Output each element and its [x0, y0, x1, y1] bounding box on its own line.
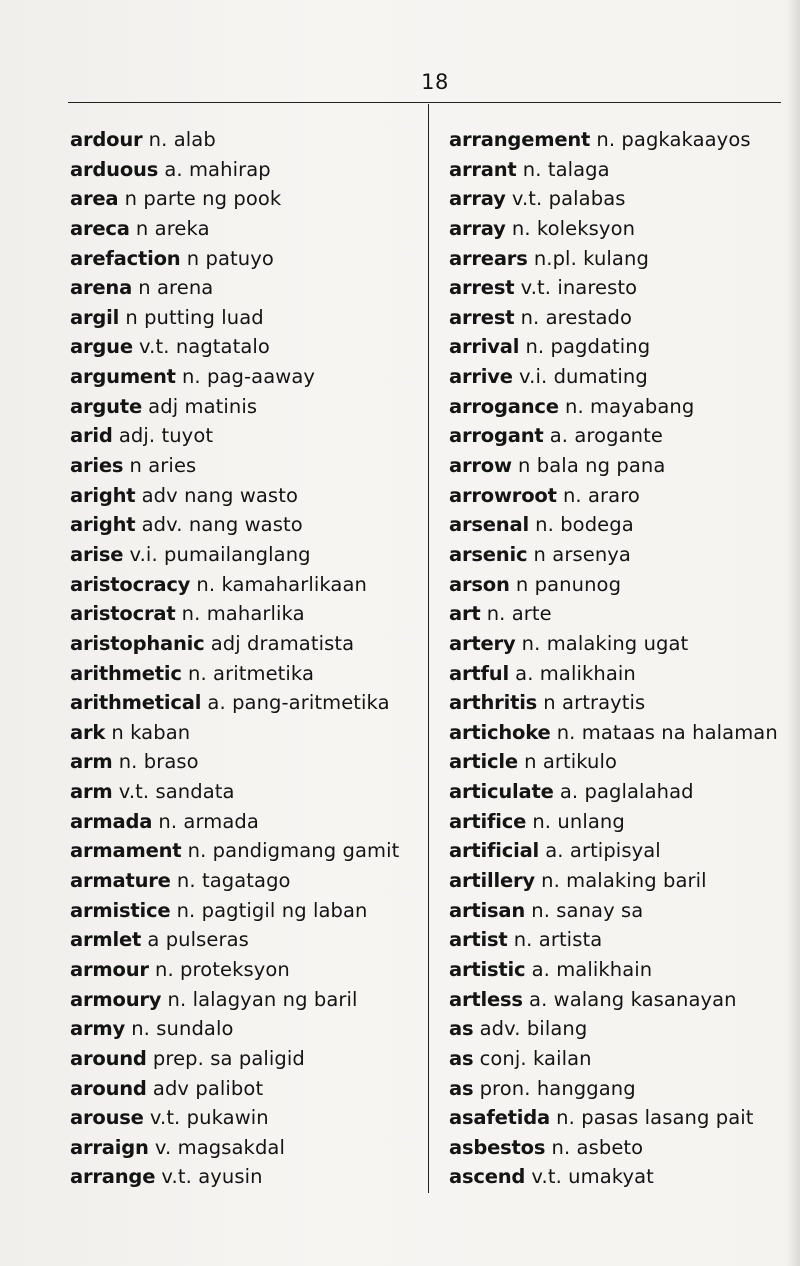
dictionary-entry: [70, 273, 422, 303]
entry-definition: n. proteksyon: [155, 957, 290, 981]
entry-headword: ark: [70, 720, 106, 744]
dictionary-entry: [70, 392, 422, 422]
entry-definition: a. malikhain: [531, 957, 653, 981]
entry-headword: arithmetic: [70, 661, 182, 685]
dictionary-entry: [70, 332, 422, 362]
entry-headword: article: [449, 750, 518, 774]
dictionary-entry: [449, 184, 794, 214]
dictionary-entry: [70, 1044, 422, 1074]
entry-headword: armature: [70, 869, 171, 893]
entry-headword: art: [449, 602, 481, 626]
entry-headword: aries: [70, 454, 124, 478]
dictionary-entry: [449, 599, 794, 629]
entry-definition: n. mayabang: [564, 394, 695, 418]
entry-definition: v.t. sandata: [118, 780, 235, 804]
dictionary-entry: [70, 836, 422, 866]
dictionary-entry: [449, 303, 794, 333]
entry-definition: n. maharlika: [181, 602, 305, 626]
entry-definition: v.t. inaresto: [520, 276, 638, 300]
dictionary-entry: [70, 777, 422, 807]
entry-headword: arthritis: [449, 691, 538, 715]
entry-definition: adv palibot: [152, 1076, 264, 1100]
entry-headword: artistic: [449, 957, 526, 981]
dictionary-entry: [449, 688, 794, 718]
entry-definition: n patuyo: [186, 246, 274, 270]
dictionary-entry: [70, 155, 422, 185]
entry-definition: n kaban: [111, 720, 191, 744]
entry-headword: arrangement: [449, 128, 591, 151]
entry-definition: n. lalagyan ng baril: [167, 987, 358, 1011]
left-column: [70, 125, 422, 1192]
dictionary-entry: [70, 451, 422, 481]
dictionary-entry: [449, 421, 794, 451]
dictionary-entry: [70, 570, 422, 600]
entry-headword: armament: [70, 839, 182, 863]
entry-headword: arsenal: [449, 513, 529, 537]
dictionary-entry: [70, 421, 422, 451]
dictionary-entry: [70, 925, 422, 955]
entry-definition: v.t. umakyat: [531, 1165, 654, 1189]
entry-definition: a. arogante: [549, 424, 663, 448]
entry-definition: adj. tuyot: [118, 424, 214, 448]
entry-headword: argute: [70, 394, 142, 418]
dictionary-entry: [70, 866, 422, 896]
dictionary-entry: [70, 540, 422, 570]
entry-definition: v.i. dumating: [519, 365, 648, 389]
entry-definition: n putting luad: [125, 305, 264, 329]
entry-headword: arouse: [70, 1106, 144, 1130]
entry-definition: n. malaking ugat: [521, 631, 689, 655]
dictionary-entry: [449, 836, 794, 866]
entry-headword: arrive: [449, 365, 513, 389]
dictionary-entry: [449, 1044, 794, 1074]
entry-headword: arrears: [449, 246, 528, 270]
entry-headword: arrow: [449, 454, 512, 478]
entry-definition: a. malikhain: [515, 661, 636, 685]
entry-headword: armour: [70, 957, 149, 981]
entry-headword: armada: [70, 809, 153, 833]
dictionary-entry: [449, 362, 794, 392]
entry-definition: n. pagtigil ng laban: [176, 898, 368, 922]
dictionary-entry: [70, 184, 422, 214]
entry-definition: n. pandigmang gamit: [187, 839, 400, 863]
entry-definition: v. magsakdal: [154, 1135, 285, 1159]
entry-headword: argue: [70, 335, 133, 359]
entry-definition: n. tagatago: [176, 869, 291, 893]
dictionary-entry: [70, 718, 422, 748]
dictionary-entry: [449, 481, 794, 511]
dictionary-entry: [449, 1014, 794, 1044]
entry-definition: n. artista: [513, 928, 603, 952]
entry-definition: a. walang kasanayan: [529, 987, 737, 1011]
entry-headword: array: [449, 216, 506, 240]
entry-headword: argument: [70, 365, 176, 389]
entry-definition: conj. kailan: [479, 1046, 592, 1070]
dictionary-entry: [449, 1103, 794, 1133]
entry-headword: artisan: [449, 898, 526, 922]
entry-definition: n. asbeto: [551, 1135, 644, 1159]
entry-definition: n. bodega: [535, 513, 634, 537]
entry-headword: arid: [70, 424, 113, 448]
entry-definition: a. mahirap: [164, 157, 271, 181]
entry-definition: n. pasas lasang pait: [556, 1106, 754, 1130]
entry-headword: arrowroot: [449, 483, 557, 507]
entry-definition: n arena: [138, 276, 214, 300]
entry-headword: armoury: [70, 987, 162, 1011]
entry-definition: a. paglalahad: [559, 780, 694, 804]
entry-headword: articulate: [449, 780, 554, 804]
dictionary-entry: [449, 718, 794, 748]
dictionary-entry: [70, 688, 422, 718]
entry-headword: arefaction: [70, 246, 181, 270]
entry-headword: argil: [70, 305, 120, 329]
entry-definition: n parte ng pook: [124, 187, 282, 211]
entry-headword: artichoke: [449, 720, 551, 744]
dictionary-entry: [449, 451, 794, 481]
dictionary-entry: [449, 510, 794, 540]
dictionary-entry: [70, 481, 422, 511]
dictionary-entry: [449, 1162, 794, 1192]
entry-definition: adj dramatista: [210, 631, 355, 655]
entry-definition: a pulseras: [147, 928, 249, 952]
entry-definition: n. armada: [158, 809, 259, 833]
entry-headword: aristocracy: [70, 572, 191, 596]
entry-definition: n. sundalo: [131, 1017, 234, 1041]
right-column: [449, 125, 794, 1192]
entry-headword: artery: [449, 631, 516, 655]
dictionary-entry: [70, 659, 422, 689]
entry-definition: prep. sa paligid: [152, 1046, 305, 1070]
entry-headword: artillery: [449, 869, 535, 893]
dictionary-entry: [70, 1133, 422, 1163]
entry-definition: v.i. pumailanglang: [129, 542, 311, 566]
entry-definition: v.t. ayusin: [161, 1165, 263, 1189]
dictionary-entry: [449, 570, 794, 600]
entry-headword: as: [449, 1046, 474, 1070]
dictionary-entry: [449, 925, 794, 955]
entry-definition: n. mataas na halaman: [556, 720, 778, 744]
entry-headword: artificial: [449, 839, 540, 863]
dictionary-entry: [70, 747, 422, 777]
entry-headword: arithmetical: [70, 691, 202, 715]
header-rule: [68, 102, 781, 103]
entry-definition: n arsenya: [533, 542, 631, 566]
entry-headword: around: [70, 1076, 147, 1100]
dictionary-entry: [70, 896, 422, 926]
entry-headword: arrange: [70, 1165, 156, 1189]
dictionary-entry: [70, 1103, 422, 1133]
entry-headword: ardour: [70, 128, 143, 151]
entry-definition: n. pag-aaway: [181, 365, 316, 389]
entry-definition: n panunog: [515, 572, 622, 596]
dictionary-entry: [70, 1074, 422, 1104]
entry-headword: around: [70, 1046, 147, 1070]
entry-headword: arrogance: [449, 394, 559, 418]
entry-headword: as: [449, 1017, 474, 1041]
entry-headword: asbestos: [449, 1135, 546, 1159]
dictionary-entry: [70, 214, 422, 244]
entry-headword: arrant: [449, 157, 517, 181]
dictionary-entry: [449, 1133, 794, 1163]
dictionary-entry: [449, 629, 794, 659]
entry-headword: artist: [449, 928, 508, 952]
dictionary-entry: [449, 214, 794, 244]
entry-definition: n. pagdating: [525, 335, 651, 359]
entry-definition: n. kamaharlikaan: [196, 572, 367, 596]
entry-definition: n areka: [135, 216, 210, 240]
entry-definition: n. koleksyon: [511, 216, 636, 240]
dictionary-entry: [70, 599, 422, 629]
entry-headword: artifice: [449, 809, 527, 833]
entry-definition: v.t. palabas: [511, 187, 626, 211]
entry-headword: aright: [70, 513, 136, 537]
entry-definition: n. aritmetika: [187, 661, 315, 685]
entry-definition: n artikulo: [524, 750, 618, 774]
entry-definition: adv. bilang: [479, 1017, 588, 1041]
entry-definition: n. talaga: [522, 157, 610, 181]
entry-definition: n. araro: [562, 483, 640, 507]
dictionary-entry: [70, 1162, 422, 1192]
entry-headword: as: [449, 1076, 474, 1100]
entry-definition: n. pagkakaayos: [596, 128, 751, 151]
entry-headword: arm: [70, 780, 113, 804]
entry-headword: area: [70, 187, 119, 211]
entry-headword: artless: [449, 987, 523, 1011]
entry-definition: n. sanay sa: [531, 898, 644, 922]
entry-definition: v.t. nagtatalo: [139, 335, 270, 359]
dictionary-entry: [449, 807, 794, 837]
dictionary-entry: [70, 303, 422, 333]
dictionary-entry: [70, 985, 422, 1015]
entry-headword: asafetida: [449, 1106, 550, 1130]
dictionary-entry: [449, 985, 794, 1015]
entry-headword: array: [449, 187, 506, 211]
dictionary-entry: [449, 777, 794, 807]
entry-headword: ascend: [449, 1165, 526, 1189]
entry-definition: adj matinis: [148, 394, 258, 418]
dictionary-entry: [449, 1074, 794, 1104]
entry-headword: armlet: [70, 928, 142, 952]
dictionary-entry: [70, 629, 422, 659]
dictionary-entry: [449, 540, 794, 570]
entry-headword: aristophanic: [70, 631, 205, 655]
dictionary-entry: [449, 896, 794, 926]
entry-definition: n aries: [129, 454, 197, 478]
dictionary-entry: [449, 155, 794, 185]
entry-definition: a. pang-aritmetika: [207, 691, 390, 715]
entry-definition: n. arte: [486, 602, 552, 626]
entry-headword: arrest: [449, 305, 515, 329]
entry-definition: n.pl. kulang: [533, 246, 649, 270]
entry-headword: arm: [70, 750, 113, 774]
dictionary-entry: [449, 332, 794, 362]
dictionary-entry: [70, 244, 422, 274]
entry-headword: arsenic: [449, 542, 528, 566]
entry-definition: n. arestado: [520, 305, 633, 329]
entry-definition: n. unlang: [532, 809, 625, 833]
entry-definition: n. alab: [148, 128, 216, 151]
entry-definition: n artraytis: [543, 691, 646, 715]
dictionary-entry: [70, 510, 422, 540]
entry-headword: arise: [70, 542, 124, 566]
dictionary-entry: [70, 955, 422, 985]
entry-headword: arrogant: [449, 424, 544, 448]
dictionary-entry: [449, 392, 794, 422]
dictionary-entry: [449, 244, 794, 274]
page-number: 18: [421, 70, 449, 94]
entry-headword: aright: [70, 483, 136, 507]
dictionary-entry: [70, 125, 422, 155]
entry-headword: army: [70, 1017, 126, 1041]
column-divider: [428, 104, 429, 1193]
entry-headword: arraign: [70, 1135, 149, 1159]
entry-definition: n. malaking baril: [541, 869, 707, 893]
entry-definition: n bala ng pana: [518, 454, 666, 478]
dictionary-entry: [449, 955, 794, 985]
entry-headword: arrival: [449, 335, 520, 359]
entry-headword: arena: [70, 276, 133, 300]
entry-definition: v.t. pukawin: [149, 1106, 269, 1130]
dictionary-entry: [70, 807, 422, 837]
dictionary-entry: [70, 1014, 422, 1044]
dictionary-entry: [449, 866, 794, 896]
entry-definition: pron. hanggang: [479, 1076, 636, 1100]
entry-headword: armistice: [70, 898, 171, 922]
entry-headword: arson: [449, 572, 510, 596]
dictionary-entry: [449, 273, 794, 303]
entry-definition: n. braso: [118, 750, 199, 774]
entry-headword: areca: [70, 216, 130, 240]
entry-definition: adv. nang wasto: [141, 513, 303, 537]
entry-headword: arduous: [70, 157, 159, 181]
entry-definition: adv nang wasto: [141, 483, 298, 507]
entry-headword: aristocrat: [70, 602, 176, 626]
entry-headword: artful: [449, 661, 509, 685]
entry-headword: arrest: [449, 276, 515, 300]
dictionary-entry: [449, 125, 794, 155]
dictionary-entry: [449, 747, 794, 777]
dictionary-entry: [70, 362, 422, 392]
entry-definition: a. artipisyal: [545, 839, 661, 863]
dictionary-entry: [449, 659, 794, 689]
